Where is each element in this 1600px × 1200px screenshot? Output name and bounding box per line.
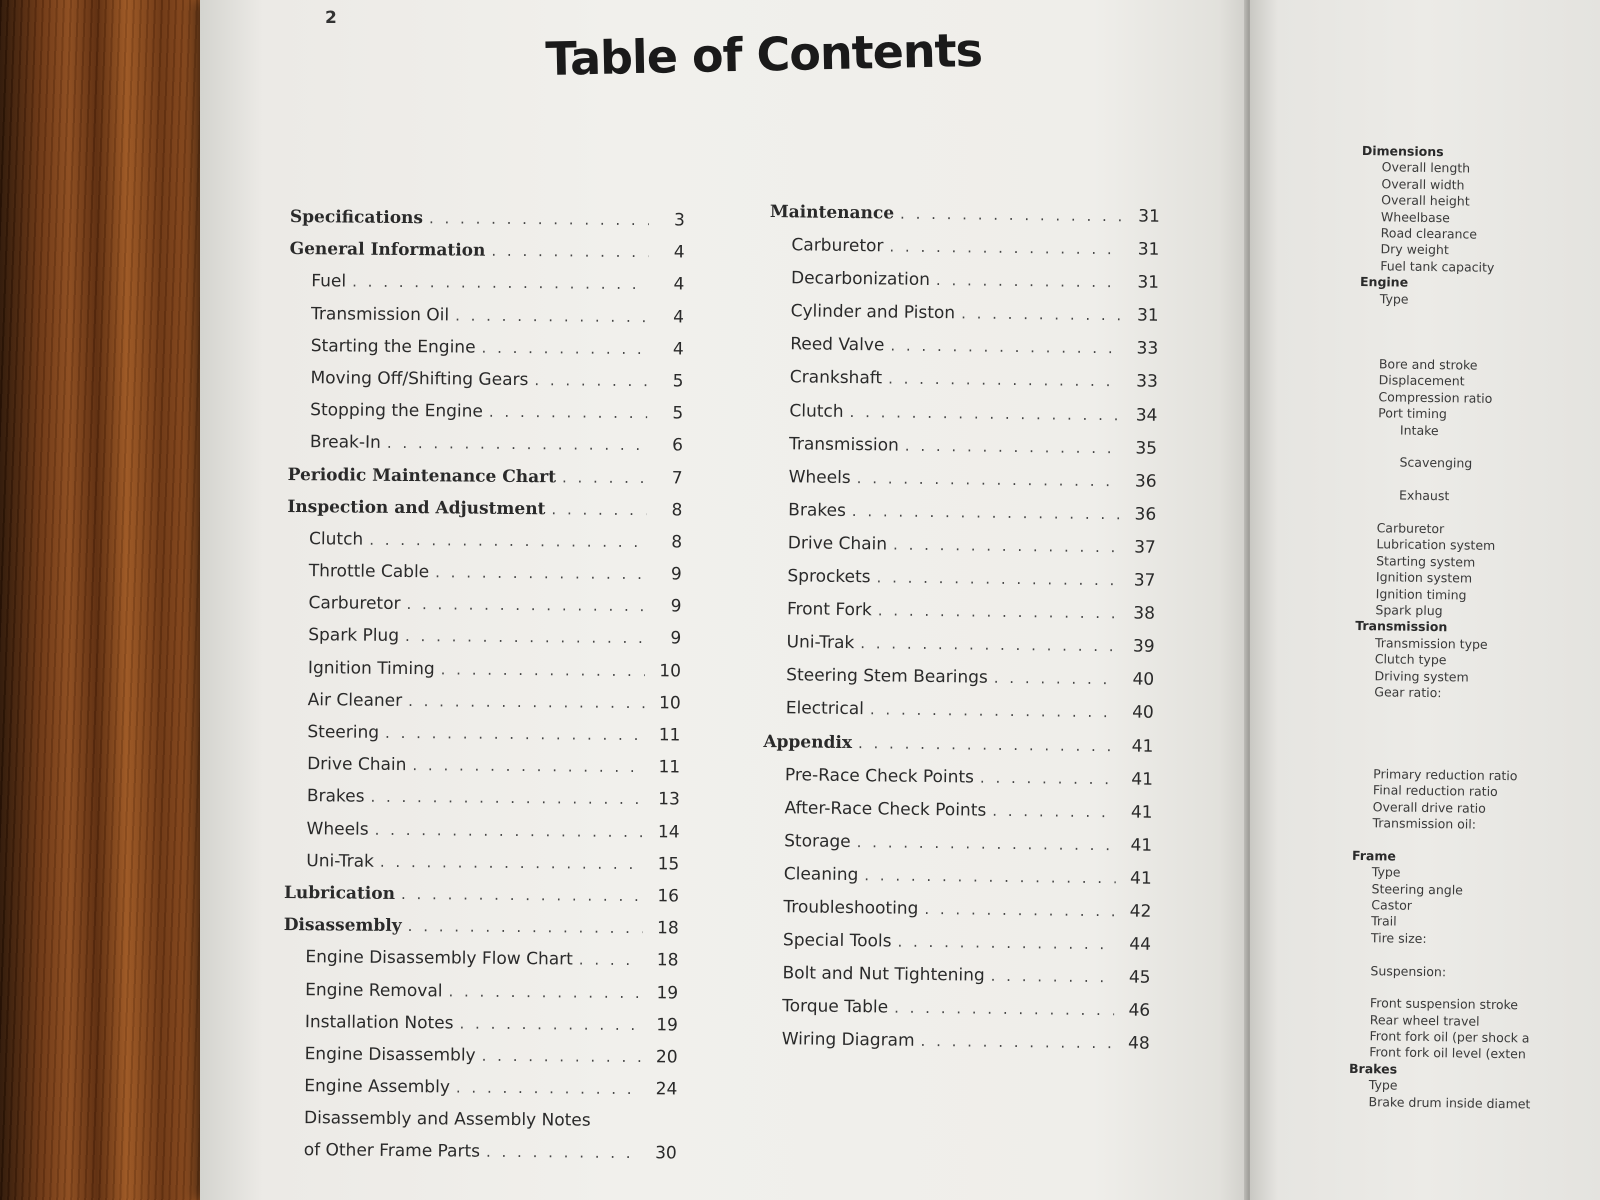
toc-entry-label: Reed Valve [790,334,885,356]
dot-leader [991,967,1115,987]
spec-item: Type [1371,864,1401,880]
toc-entry-label: Lubrication [283,882,396,904]
toc-entry-label: Disassembly [283,915,402,937]
toc-entry-page: 9 [670,596,682,617]
dot-leader [860,634,1119,655]
dot-leader [489,403,647,422]
toc-entry-label: Carburetor [308,593,401,615]
dot-leader [893,535,1120,556]
dot-leader [961,305,1123,325]
spec-item: Front suspension stroke [1369,995,1519,1013]
spec-item: Final reduction ratio [1372,782,1498,800]
toc-entry-label: Disassembly and Assembly Notes [303,1108,591,1131]
toc-entry-page: 39 [1132,636,1155,657]
toc-entry-label: Wheels [306,818,369,840]
toc-entry [760,996,1150,1034]
toc-entry-label: Storage [784,831,851,852]
dot-leader [370,788,644,808]
toc-entry-page: 3 [673,210,685,231]
toc-entry [286,625,681,661]
toc-entry-page: 7 [671,467,683,488]
toc-entry-label: Maintenance [769,202,895,224]
spec-section-heading: Frame [1351,847,1396,864]
toc-entry-page: 37 [1134,537,1156,558]
toc-entry-label: Inspection and Adjustment [287,496,546,519]
wooden-table-surface [0,0,230,1200]
toc-entry [767,401,1157,439]
toc-entry-page: 36 [1134,471,1157,492]
toc-entry [282,1108,677,1144]
spec-item: Gear ratio: [1374,684,1442,701]
spec-item: Dry weight [1380,241,1449,258]
toc-entry-label: Clutch [309,529,364,550]
toc-entry [762,864,1152,902]
spec-item: Lubrication system [1376,536,1496,554]
toc-entry-label: After-Race Check Points [784,797,987,821]
spec-item: Overall drive ratio [1372,798,1486,816]
toc-entry-label: Brakes [306,786,365,808]
dot-leader [482,1047,642,1066]
toc-entry [766,533,1156,571]
toc-entry [288,368,683,404]
spec-item: Wheelbase [1380,208,1451,225]
toc-entry-label: Starting the Engine [310,335,476,358]
toc-entry [768,334,1158,372]
spec-item: Overall length [1381,159,1471,176]
specifications-list [1348,143,1591,1113]
toc-entry-page: 36 [1134,504,1157,525]
toc-entry-page: 11 [658,725,681,746]
dot-leader [486,1143,641,1162]
toc-entry-page: 11 [658,757,681,778]
dot-leader [408,692,645,712]
toc-entry [768,301,1158,339]
toc-entry-label: Torque Table [782,996,889,1018]
toc-entry [289,239,684,275]
dot-leader [408,917,643,937]
toc-entry [768,367,1158,405]
dot-leader [375,820,644,840]
toc-entry [285,722,680,758]
toc-entry-page: 38 [1133,603,1156,624]
toc-entry-label: Special Tools [782,930,892,952]
toc-entry [763,731,1153,769]
dot-leader [888,370,1122,391]
spec-item: Brake drum inside diamet [1368,1093,1531,1112]
toc-entry-label: Clutch [789,400,844,422]
toc-entry [764,632,1154,670]
toc-entry [284,851,679,887]
toc-entry [762,798,1152,836]
dot-leader [857,469,1121,490]
toc-entry-label: Steering Stem Bearings [786,665,988,689]
spec-item: Type [1368,1077,1398,1093]
toc-entry-label: Drive Chain [307,754,407,776]
dot-leader [980,768,1117,788]
toc-entry-page: 40 [1132,669,1155,691]
dot-leader [380,853,643,873]
toc-entry-page: 5 [672,403,684,424]
toc-entry-page: 8 [671,500,683,521]
toc-entry [286,658,681,694]
toc-entry [765,599,1155,637]
toc-entry [285,754,680,790]
toc-column-right [759,202,1159,1067]
toc-entry [766,467,1156,505]
toc-entry-page: 6 [672,435,684,456]
dot-leader [936,271,1123,291]
page-title: Table of Contents [545,22,983,86]
dot-leader [401,885,643,905]
toc-entry [760,963,1150,1001]
toc-entry-label: Fuel [311,271,347,292]
toc-entry-label: Periodic Maintenance Chart [287,464,557,487]
toc-entry [766,500,1156,538]
dot-leader [406,595,645,615]
toc-entry-page: 4 [673,306,685,328]
dot-leader [435,563,646,583]
toc-entry-page: 9 [670,564,682,585]
toc-entry [287,497,682,533]
toc-entry [759,1029,1149,1067]
toc-entry-page: 30 [655,1143,677,1164]
toc-entry-page: 46 [1128,1000,1151,1021]
spec-item: Exhaust [1398,487,1450,504]
toc-entry-page: 31 [1136,305,1159,327]
dot-leader [441,660,645,680]
spec-item: Ignition timing [1375,585,1467,603]
toc-entry-page: 16 [657,886,680,907]
spec-item: Tire size: [1370,929,1427,946]
dot-leader [412,756,644,776]
toc-entry [764,665,1154,703]
spec-item: Ignition system [1375,569,1473,586]
toc-entry-page: 48 [1127,1033,1150,1055]
spec-item: Overall height [1381,192,1470,209]
dot-leader [992,801,1117,821]
dot-leader [857,833,1117,854]
toc-entry-page: 40 [1132,702,1154,724]
toc-entry-page: 45 [1128,967,1151,988]
toc-entry-label: Specifications [289,207,424,229]
toc-entry-page: 5 [672,371,684,392]
toc-entry-label: Carburetor [791,235,884,257]
toc-entry-page: 4 [673,274,685,295]
spec-section-heading: Engine [1359,274,1409,290]
toc-entry-page: 35 [1135,438,1158,459]
toc-entry [282,1076,677,1112]
toc-entry-page: 18 [656,918,679,939]
dot-leader [562,468,647,487]
toc-entry-label: Electrical [785,698,865,720]
toc-entry-label: Moving Off/Shifting Gears [310,368,529,391]
dot-leader [920,1032,1113,1052]
toc-entry [288,400,683,436]
toc-entry-page: 10 [659,660,682,682]
spec-section-heading: Brakes [1348,1060,1398,1077]
dot-leader [459,1014,641,1034]
toc-entry [290,207,685,243]
toc-entry-page: 9 [670,628,682,649]
toc-entry-page: 33 [1136,371,1158,393]
toc-entry [282,1044,677,1080]
toc-entry-page: 33 [1136,338,1159,360]
toc-entry-page: 37 [1133,570,1156,591]
toc-entry-label: Uni-Trak [786,632,855,654]
toc-entry-page: 4 [673,242,685,263]
dot-leader [551,500,646,519]
spec-item: Carburetor [1376,520,1445,537]
dot-leader [924,900,1115,920]
spec-section-heading: Transmission [1355,618,1448,635]
toc-entry-label: of Other Frame Parts [303,1140,481,1163]
toc-entry-page: 13 [658,789,680,810]
toc-entry-label: Brakes [788,500,846,521]
spec-item: Clutch type [1374,651,1447,668]
dot-leader [870,701,1118,722]
dot-leader [876,568,1119,589]
spec-item: Port timing [1378,405,1447,422]
toc-entry [283,947,678,983]
spec-item: Fuel tank capacity [1380,258,1495,275]
spec-item: Steering angle [1371,880,1464,898]
toc-entry [283,1012,678,1048]
toc-entry-page: 20 [655,1047,678,1068]
toc-entry-label: Engine Disassembly [304,1044,476,1066]
spec-section-heading: Dimensions [1361,143,1444,160]
toc-entry-label: Drive Chain [787,533,888,555]
toc-entry-label: Wiring Diagram [781,1029,915,1052]
toc-entry-page: 18 [656,950,679,971]
toc-entry-label: Wheels [788,466,851,488]
toc-entry-label: Ignition Timing [307,657,435,679]
dot-leader [387,434,647,454]
spec-item: Spark plug [1375,602,1443,619]
toc-entry [289,336,684,372]
toc-entry-page: 19 [656,982,679,1003]
toc-entry [770,202,1160,240]
toc-entry-page: 24 [655,1079,678,1100]
toc-entry-page: 31 [1137,272,1160,293]
toc-entry-page: 4 [672,339,684,360]
toc-entry [284,819,679,855]
spec-item: Suspension: [1370,962,1447,979]
dot-leader [905,436,1121,457]
dot-leader [897,933,1115,954]
toc-entry [767,434,1157,472]
dot-leader [405,627,645,647]
toc-entry-label: Steering [307,722,380,743]
toc-entry-label: Engine Assembly [304,1076,451,1098]
toc-entry-label: Break-In [309,432,381,454]
spec-item: Starting system [1376,553,1476,570]
dot-leader [482,338,648,357]
toc-entry [288,432,683,468]
toc-entry-label: Decarbonization [790,268,931,291]
toc-entry-page: 19 [656,1014,678,1036]
toc-entry-label: Transmission [788,433,899,456]
toc-entry-page: 31 [1137,239,1160,260]
toc-entry [762,831,1152,869]
toc-entry [287,561,682,597]
dot-leader [579,951,643,970]
toc-entry-page: 44 [1129,934,1152,955]
dot-leader [858,734,1118,755]
toc-column-left [282,207,685,1176]
dot-leader [491,242,648,261]
dot-leader [994,669,1119,689]
toc-entry [284,883,679,919]
toc-entry-label: Pre-Race Check Points [784,764,975,788]
toc-entry-label: General Information [289,239,486,261]
toc-entry-page: 8 [671,532,683,553]
toc-entry-label: Engine Removal [305,979,443,1001]
dot-leader [900,205,1124,226]
toc-entry-label: Bolt and Nut Tightening [782,963,985,986]
spec-item: Compression ratio [1378,389,1493,406]
dot-leader [849,403,1121,424]
spec-item: Castor [1371,897,1413,913]
toc-entry [284,915,679,951]
toc-entry-label: Cleaning [783,864,859,886]
toc-entry [765,566,1155,604]
spec-item: Type [1379,290,1409,307]
toc-entry-page: 41 [1131,769,1154,790]
dot-leader [852,502,1121,523]
toc-entry [286,593,681,629]
spec-item: Intake [1399,422,1439,438]
dot-leader [894,999,1114,1020]
dot-leader [456,1079,642,1099]
dot-leader [429,209,649,229]
dot-leader [534,371,647,390]
dot-leader [448,982,642,1002]
dot-leader [878,601,1119,622]
spec-item: Transmission type [1374,634,1488,652]
toc-entry-page: 31 [1138,206,1160,227]
dot-leader [455,306,648,326]
spec-item: Bore and stroke [1378,356,1478,373]
dot-leader [889,238,1123,259]
toc-entry [761,930,1151,968]
toc-entry [769,268,1159,306]
toc-entry [282,1140,677,1176]
toc-entry [763,765,1153,803]
toc-entry [287,464,682,500]
toc-entry-label: Front Fork [786,599,872,621]
dot-leader [369,531,646,551]
spec-item: Transmission oil: [1372,815,1477,832]
toc-entry-label: Transmission Oil [310,303,450,325]
spec-item: Displacement [1378,372,1465,389]
toc-entry-page: 41 [1130,802,1153,823]
toc-entry-label: Engine Disassembly Flow Chart [305,947,573,970]
toc-entry-label: Uni-Trak [306,850,375,872]
toc-entry-page: 42 [1129,901,1152,922]
spec-item: Front fork oil (per shock a [1369,1028,1530,1046]
spec-item: Scavenging [1399,454,1473,471]
toc-entry-page: 41 [1130,868,1152,889]
toc-entry-label: Air Cleaner [307,689,403,711]
page-number: 2 [325,8,337,28]
toc-entry [283,979,678,1015]
toc-entry [286,690,681,726]
toc-entry-label: Appendix [763,731,853,753]
toc-entry-label: Sprockets [787,566,871,588]
toc-entry [289,271,684,307]
spec-item: Primary reduction ratio [1373,766,1518,784]
spec-item: Driving system [1374,667,1469,685]
toc-entry-label: Spark Plug [308,625,400,647]
dot-leader [385,724,644,744]
toc-entry-page: 10 [658,693,681,714]
spec-item: Overall width [1381,176,1465,193]
toc-entry-page: 41 [1130,835,1153,856]
toc-entry [289,304,684,340]
toc-entry-label: Throttle Cable [308,561,430,583]
toc-entry [761,897,1151,935]
toc-entry-page: 14 [657,821,680,842]
toc-entry-label: Cylinder and Piston [790,301,956,324]
toc-entry-label: Installation Notes [304,1011,454,1034]
toc-entry [769,235,1159,273]
toc-entry-page: 15 [657,853,680,875]
toc-entry-label: Stopping the Engine [310,400,484,422]
toc-entry-label: Troubleshooting [783,897,919,919]
spec-item: Trail [1371,913,1397,929]
toc-entry-page: 41 [1131,735,1154,757]
dot-leader [352,273,648,294]
toc-entry-page: 34 [1135,405,1158,426]
toc-entry [764,698,1154,736]
toc-entry-label: Crankshaft [789,367,883,389]
toc-entry [287,529,682,565]
spec-item: Rear wheel travel [1369,1011,1480,1029]
toc-entry [285,786,680,822]
dot-leader [890,337,1122,358]
spec-item: Front fork oil level (exten [1369,1044,1526,1062]
dot-leader [864,866,1116,887]
spec-item: Road clearance [1380,225,1478,242]
